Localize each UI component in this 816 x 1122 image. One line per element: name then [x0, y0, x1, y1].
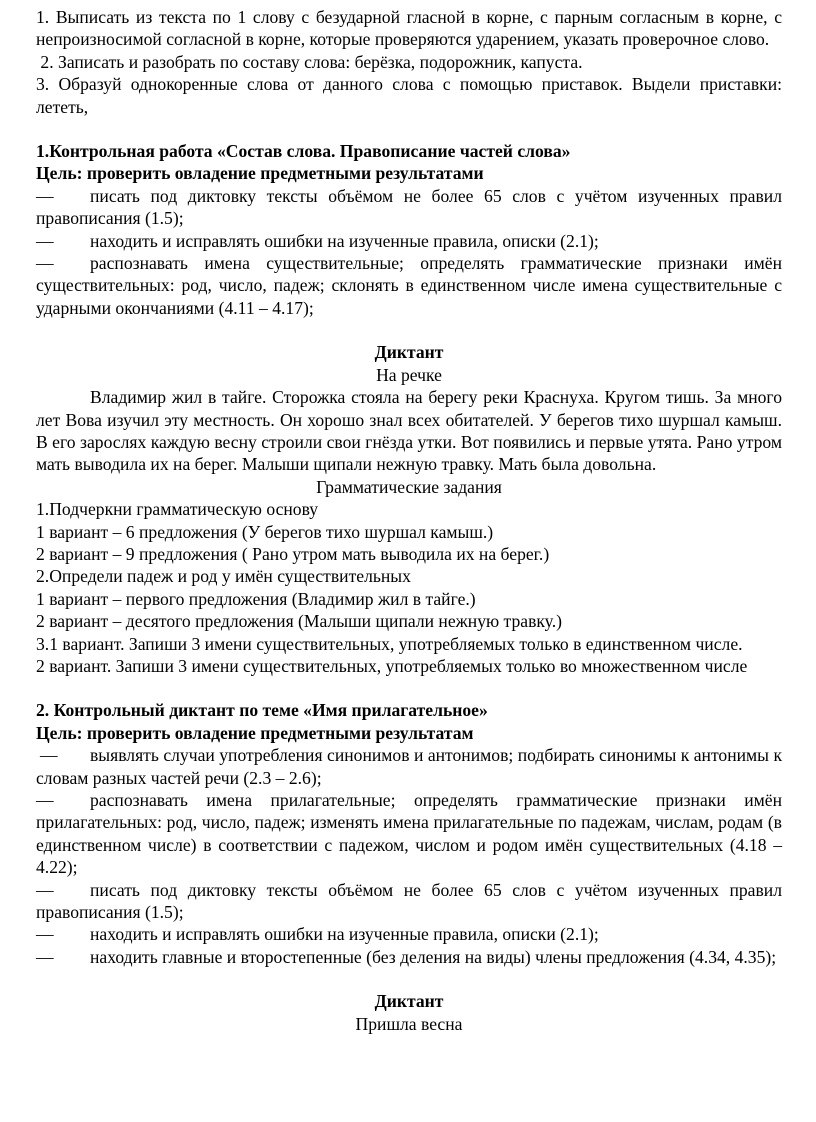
grammar-line: 3.1 вариант. Запиши 3 имени существительных, употребляемых только в единственном числе.	[36, 633, 743, 654]
task-3: 3. Образуй однокоренные слова от данного слова с помощью приставок. Выдели приставки: лететь,	[36, 74, 782, 117]
spacer	[36, 968, 782, 990]
section-1-item-text: писать под диктовку тексты объёмом не более 65 слов с учётом изученных правил правописания (1.5);	[36, 185, 782, 229]
dictation-2-title: Пришла весна	[355, 1013, 463, 1034]
section-2-item-text: находить и исправлять ошибки на изученные правила, описки (2.1);	[90, 924, 599, 945]
dash-marker: —	[36, 790, 54, 810]
section-1-goal: Цель: проверить овладение предметными результатами	[36, 163, 484, 184]
dash-marker: —	[36, 946, 54, 967]
section-2-item	[36, 946, 782, 968]
grammar-line: 2 вариант. Запиши 3 имени существительных, употребляемых только во множественном числе	[36, 655, 748, 676]
dictation-heading: Диктант	[374, 342, 444, 363]
dash-marker: —	[40, 745, 58, 766]
spacer	[36, 319, 782, 341]
dash-marker: —	[36, 230, 54, 251]
section-1-item	[36, 230, 782, 252]
section-2-item	[36, 923, 782, 945]
spacer	[36, 118, 782, 140]
dash-marker: —	[36, 253, 54, 274]
dictation-text: Владимир жил в тайге. Сторожка стояла на берегу реки Краснуха. Кругом тишь. За много лет Вова изучил эту местность. Он хорошо знал всех обитателей. У берегов тихо шуршал камыш. В его зарослях каждую весну строили свои гнёзда утки. Вот появились и первые утята. Рано утром мать выводила их на берег. Малыши щипали нежную травку. Мать была довольна.	[36, 387, 782, 475]
section-1-item	[36, 252, 782, 319]
section-2-item-text: распознавать имена прилагательные; определять грамматические признаки имён прилагательных: род, число, падеж; изменять имена прилагательные по падежам, числам, родам (в единственном числе) в соответствии с падежом, числом и родом имён существительных (4.18 – 4.22);	[36, 790, 782, 878]
section-2-item-text: находить главные и второстепенные (без деления на виды) члены предложения (4.34, 4.35);	[90, 946, 777, 967]
section-1-item	[36, 185, 782, 230]
section-2-item	[36, 879, 782, 924]
section-2-title: 2. Контрольный диктант по теме «Имя прилагательное»	[36, 700, 488, 721]
section-1-item-text: находить и исправлять ошибки на изученные правила, описки (2.1);	[90, 230, 599, 251]
grammar-line: 1 вариант – 6 предложения (У берегов тихо шуршал камыш.)	[36, 521, 494, 542]
grammar-line: 2 вариант – десятого предложения (Малыши щипали нежную травку.)	[36, 611, 562, 632]
spacer	[36, 677, 782, 699]
section-2-item	[36, 744, 782, 789]
grammar-line: 1 вариант – первого предложения (Владимир жил в тайге.)	[36, 588, 476, 609]
section-2-item-text: выявлять случаи употребления синонимов и антонимов; подбирать синонимы к антонимы к словам разных частей речи (2.3 – 2.6);	[36, 745, 782, 788]
dictation-2-heading: Диктант	[374, 991, 444, 1012]
dash-marker: —	[36, 185, 54, 206]
section-2-item	[36, 789, 782, 879]
section-1-title: 1.Контрольная работа «Состав слова. Правописание частей слова»	[36, 141, 571, 162]
task-2: 2. Записать и разобрать по составу слова: берёзка, подорожник, капуста.	[36, 51, 583, 72]
grammar-line: 2 вариант – 9 предложения ( Рано утром мать выводила их на берег.)	[36, 543, 550, 564]
grammar-line: 1.Подчеркни грамматическую основу	[36, 499, 319, 520]
grammar-heading: Грамматические задания	[316, 476, 502, 497]
grammar-line: 2.Определи падеж и род у имён существительных	[36, 566, 411, 587]
section-1-item-text: распознавать имена существительные; определять грамматические признаки имён существительных: род, число, падеж; склонять в единственном числе имена существительные с ударными окончаниями (4.11 – 4.17);	[36, 253, 782, 318]
task-1: 1. Выписать из текста по 1 слову с безударной гласной в корне, с парным согласным в корне, с непроизносимой согласной в корне, которые проверяются ударением, указать проверочное слово.	[36, 7, 782, 50]
dash-marker: —	[36, 924, 54, 945]
dictation-title: На речке	[376, 364, 442, 385]
section-2-item-text: писать под диктовку тексты объёмом не более 65 слов с учётом изученных правил правописания (1.5);	[36, 879, 782, 923]
section-2-goal: Цель: проверить овладение предметными результатам	[36, 722, 474, 743]
dash-marker: —	[36, 879, 54, 900]
